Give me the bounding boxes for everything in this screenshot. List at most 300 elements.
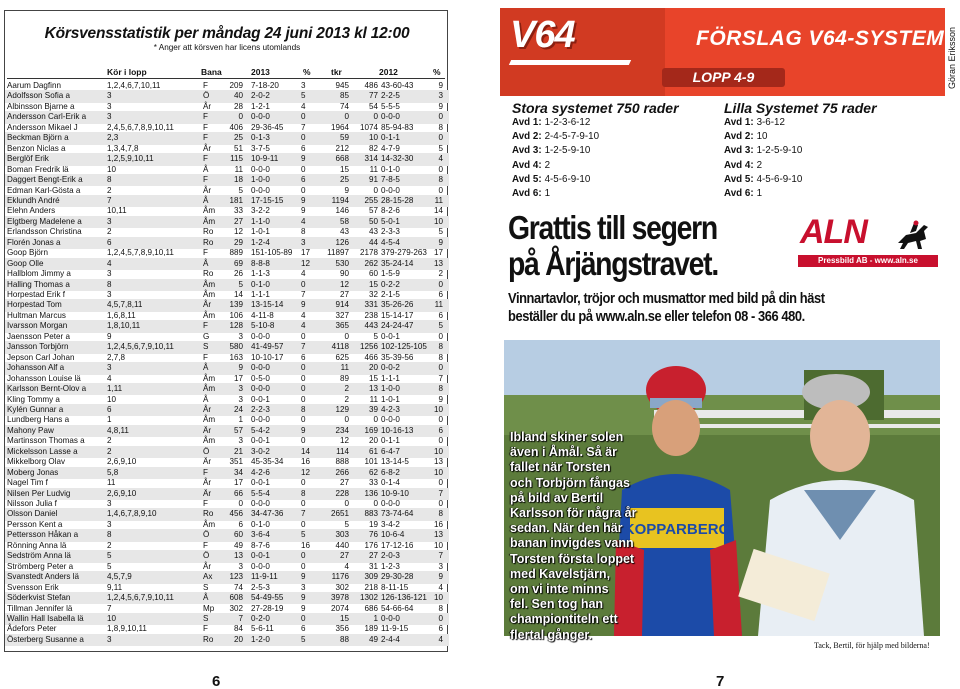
starts-2013: 13 (233, 551, 243, 561)
results-2013: 1-0-0 (251, 175, 270, 185)
home-track: F (203, 467, 208, 477)
home-track: F (203, 122, 208, 132)
starts-2013: 3 (238, 561, 243, 571)
results-2013: 27-28-19 (251, 603, 284, 613)
starts-2012: 54 (368, 101, 378, 111)
earnings-tkr: 15 (339, 164, 349, 174)
stora-avd-line: Avd 4: 2 (512, 159, 551, 171)
win-pct-2012: 13 (433, 457, 443, 467)
results-2013: 0-0-1 (251, 394, 270, 404)
starts-2012: 11 (369, 394, 378, 404)
home-track: Ro (203, 269, 214, 279)
home-track: Är (203, 425, 212, 435)
results-2012: 126-136-121 (381, 593, 427, 603)
jersey-text: KOPPARBERG (623, 521, 731, 538)
earnings-tkr: 228 (335, 488, 349, 498)
home-track: F (203, 154, 208, 164)
lilla-avd-line: Avd 1: 3-6-12 (724, 117, 785, 128)
earnings-tkr: 12 (339, 279, 349, 289)
results-2012: 17-12-16 (381, 540, 414, 550)
driver-name: Strömberg Peter a (7, 561, 74, 571)
races: 2,4,5,6,7,8,9,10,11 (107, 122, 174, 132)
win-pct-2013: 9 (301, 206, 306, 216)
driver-name: Kylén Gunnar a (7, 404, 64, 414)
driver-name: Tillman Jennifer lä (7, 603, 73, 613)
results-2013: 8-8-8 (251, 258, 270, 268)
starts-2013: 209 (229, 81, 243, 90)
results-2012: 14-32-30 (381, 154, 414, 164)
home-track: Åm (203, 415, 216, 425)
win-pct-2012: 3 (438, 91, 443, 101)
win-pct-2012: 7 (438, 488, 443, 498)
caption-line: fel. Sen tog han (510, 597, 604, 612)
starts-2012: 77 (368, 91, 378, 101)
win-pct-2013: 0 (301, 478, 306, 488)
starts-2012: 169 (364, 425, 378, 435)
win-pct-2013: 9 (301, 300, 306, 310)
results-2013: 0-0-1 (251, 551, 270, 561)
starts-2013: 128 (229, 321, 243, 331)
results-2013: 17-15-15 (251, 195, 284, 205)
results-2012: 1-0-0 (381, 384, 400, 394)
starts-2012: 1302 (359, 593, 378, 603)
win-pct-2012: 14 (433, 206, 443, 216)
races: 1,2,4,5,6,7,9,10,11 (107, 593, 174, 603)
races: 2 (107, 540, 112, 550)
starts-2012: 32 (368, 290, 378, 299)
results-2013: 5-10-8 (251, 321, 275, 331)
driver-name: Olsson Daniel (7, 509, 58, 519)
home-track: Åm (203, 373, 216, 383)
lilla-avd-line: Avd 2: 10 (724, 131, 768, 143)
starts-2012: 33 (368, 478, 378, 488)
header-lopp: Kör i lopp (107, 67, 147, 77)
results-2013: 1-1-1 (251, 290, 270, 299)
earnings-tkr: 1194 (331, 195, 349, 205)
starts-2012: 466 (364, 352, 378, 362)
starts-2013: 51 (233, 143, 243, 153)
earnings-tkr: 2 (344, 384, 349, 394)
earnings-tkr: 89 (339, 373, 349, 383)
starts-2012: 19 (368, 519, 378, 529)
driver-name: Karlsson Bernt-Olov a (7, 384, 87, 394)
win-pct-2012: 3 (438, 561, 443, 571)
races: 7 (107, 195, 112, 205)
races: 2 (107, 446, 112, 456)
home-track: Ö (203, 446, 210, 456)
results-2013: 0-0-0 (251, 363, 270, 373)
home-track: Ö (203, 530, 210, 540)
home-track: Mp (203, 603, 215, 613)
results-2012: 5-5-5 (381, 101, 400, 111)
win-pct-2013: 4 (301, 321, 306, 331)
home-track: Å (203, 195, 209, 205)
win-pct-2013: 3 (301, 582, 306, 592)
home-track: År (203, 404, 212, 414)
win-pct-2013: 6 (301, 175, 306, 185)
starts-2013: 33 (233, 206, 243, 216)
win-pct-2012: 10 (433, 593, 443, 603)
starts-2012: 314 (364, 154, 378, 164)
results-2013: 34-47-36 (251, 509, 284, 519)
home-track: År (203, 561, 212, 571)
results-2012: 0-0-0 (381, 415, 400, 425)
results-2013: 2-2-3 (251, 404, 270, 414)
results-2013: 11-9-11 (251, 572, 278, 582)
home-track: F (203, 248, 208, 258)
win-pct-2012: 10 (433, 404, 443, 414)
win-pct-2013: 12 (301, 258, 311, 268)
stats-title: Körsvensstatistik per måndag 24 juni 2013 kl 12:00 (44, 25, 410, 42)
starts-2013: 163 (229, 352, 243, 362)
driver-name: Nilsen Per Ludvig (7, 488, 71, 498)
races: 8 (107, 530, 112, 540)
races: 3 (107, 112, 112, 122)
caption-line: fallet när Torsten (510, 460, 611, 475)
win-pct-2013: 7 (301, 342, 306, 352)
win-pct-2013: 0 (301, 384, 306, 394)
driver-name: Berglöf Erik (7, 154, 49, 164)
results-2012: 0-0-0 (381, 613, 400, 623)
earnings-tkr: 27 (339, 551, 349, 561)
home-track: Ö (203, 91, 210, 101)
earnings-tkr: 9 (344, 185, 349, 195)
win-pct-2012: 0 (438, 363, 443, 373)
left-page (0, 0, 452, 689)
aln-logo-box (798, 213, 938, 268)
win-pct-2012: 11 (434, 300, 443, 310)
home-track: Å (203, 363, 209, 373)
starts-2013: 608 (229, 593, 243, 603)
win-pct-2013: 9 (301, 593, 306, 603)
results-2013: 4-2-6 (251, 467, 270, 477)
starts-2012: 44 (368, 237, 378, 247)
races: 4,5,7,9 (107, 572, 132, 582)
starts-2013: 17 (233, 373, 243, 383)
starts-2012: 0 (373, 499, 378, 508)
earnings-tkr: 4 (344, 561, 349, 571)
driver-name: Andersson Mikael J (7, 122, 78, 132)
earnings-tkr: 85 (339, 91, 349, 101)
races: 1 (107, 415, 112, 425)
starts-2012: 883 (364, 509, 378, 519)
results-2013: 0-0-1 (251, 436, 270, 446)
driver-name: Florén Jonas a (7, 237, 61, 247)
starts-2013: 27 (233, 216, 243, 226)
earnings-tkr: 1964 (330, 122, 349, 132)
earnings-tkr: 4118 (331, 342, 349, 352)
results-2013: 0-2-0 (251, 613, 270, 623)
starts-2013: 21 (233, 446, 243, 456)
win-pct-2012: 8 (438, 509, 443, 519)
starts-2013: 66 (233, 488, 243, 498)
stora-avd-line: Avd 2: 2-4-5-7-9-10 (512, 131, 600, 143)
home-track: F (203, 624, 208, 634)
driver-name: Boman Fredrik lä (7, 164, 69, 174)
results-2012: 10-6-4 (381, 530, 405, 540)
win-pct-2012: 5 (438, 321, 443, 331)
win-pct-2013: 3 (301, 81, 306, 90)
results-2013: 0-0-0 (251, 331, 270, 341)
earnings-tkr: 234 (335, 425, 349, 435)
results-2012: 1-0-1 (381, 394, 400, 404)
results-2012: 0-0-0 (381, 112, 400, 122)
races: 1,8,10,11 (107, 321, 141, 331)
starts-2013: 302 (229, 603, 243, 613)
results-2012: 0-2-2 (381, 279, 400, 289)
earnings-tkr: 625 (335, 352, 349, 362)
starts-2012: 218 (364, 582, 378, 592)
home-track: Ax (203, 572, 213, 582)
results-2012: 13-14-5 (381, 457, 409, 467)
results-2012: 35-39-56 (381, 352, 414, 362)
starts-2012: 0 (373, 112, 378, 122)
earnings-tkr: 5 (344, 519, 349, 529)
home-track: Ro (203, 634, 214, 644)
results-2012: 2-0-3 (381, 551, 400, 561)
earnings-tkr: 440 (335, 540, 349, 550)
starts-2013: 0 (238, 499, 243, 508)
results-2013: 2-5-3 (251, 582, 270, 592)
starts-2013: 5 (238, 279, 243, 289)
win-pct-2012: 6 (438, 425, 443, 435)
driver-name: Svanstedt Anders lä (7, 572, 79, 582)
races: 8 (107, 279, 112, 289)
races: 4,8,11 (107, 425, 129, 435)
results-2013: 7-18-20 (251, 81, 279, 90)
driver-name: Johansson Louise lä (7, 373, 81, 383)
header-divider (7, 78, 445, 79)
results-2013: 29-36-45 (251, 122, 284, 132)
driver-name: Benzon Niclas a (7, 143, 66, 153)
results-2013: 3-0-2 (251, 446, 270, 456)
races: 2,6,9,10 (107, 457, 137, 467)
earnings-tkr: 15 (339, 613, 349, 623)
win-pct-2013: 4 (301, 101, 306, 111)
starts-2013: 29 (233, 237, 243, 247)
lilla-avd-line: Avd 6: 1 (724, 188, 763, 199)
earnings-tkr: 945 (335, 81, 349, 90)
starts-2012: 0 (373, 185, 378, 195)
earnings-tkr: 303 (335, 530, 349, 540)
win-pct-2013: 0 (301, 561, 306, 571)
starts-2013: 9 (238, 363, 243, 373)
home-track: Åm (203, 384, 216, 394)
races: 1,4,6,7,8,9,10 (107, 509, 157, 519)
win-pct-2013: 0 (301, 499, 306, 508)
driver-name: Jansson Torbjörn (7, 342, 69, 352)
earnings-tkr: 11 (340, 363, 349, 373)
results-2013: 3-2-2 (251, 206, 270, 216)
home-track: År (203, 101, 212, 111)
races: 11 (107, 478, 116, 488)
earnings-tkr: 1176 (331, 572, 349, 582)
win-pct-2012: 0 (438, 185, 443, 195)
results-2012: 6-4-7 (381, 446, 400, 456)
home-track: År (203, 300, 212, 310)
win-pct-2012: 4 (438, 582, 443, 592)
win-pct-2012: 10 (433, 540, 443, 550)
results-2012: 379-279-263 (381, 248, 427, 258)
driver-name: Beckman Björn a (7, 133, 69, 143)
starts-2012: 57 (368, 206, 378, 216)
earnings-tkr: 2074 (330, 603, 349, 613)
driver-name: Moberg Jonas (7, 467, 59, 477)
starts-2012: 136 (364, 488, 378, 498)
win-pct-2013: 4 (301, 310, 306, 320)
home-track: F (203, 175, 208, 185)
driver-name: Martinsson Thomas a (7, 436, 85, 446)
win-pct-2013: 8 (301, 404, 306, 414)
starts-2012: 13 (368, 384, 378, 394)
results-2012: 7-8-5 (381, 175, 400, 185)
home-track: Åm (203, 290, 216, 299)
driver-name: Erlandsson Christina (7, 227, 82, 237)
starts-2012: 262 (364, 258, 378, 268)
caption-line: Torsten första loppet (510, 551, 635, 566)
starts-2013: 40 (233, 91, 243, 101)
win-pct-2012: 8 (438, 342, 443, 352)
results-2013: 0-0-1 (251, 478, 270, 488)
starts-2013: 406 (229, 122, 243, 132)
starts-2013: 580 (229, 342, 243, 352)
driver-name: Goop Olle (7, 258, 44, 268)
win-pct-2013: 9 (301, 572, 306, 582)
races: 4 (107, 258, 112, 268)
starts-2012: 20 (368, 363, 378, 373)
results-2013: 8-7-6 (251, 540, 270, 550)
results-2013: 5-5-4 (251, 488, 270, 498)
driver-name: Adolfsson Sofia a (7, 91, 70, 101)
win-pct-2013: 0 (301, 112, 306, 122)
starts-2013: 181 (229, 195, 243, 205)
win-pct-2013: 9 (301, 195, 306, 205)
starts-2013: 6 (238, 519, 243, 529)
starts-2013: 1 (238, 415, 243, 425)
caption-line: championtiteln ett (510, 612, 618, 627)
home-track: Åm (203, 436, 216, 446)
results-2012: 0-1-1 (381, 436, 400, 446)
win-pct-2013: 5 (301, 91, 306, 101)
win-pct-2012: 6 (438, 290, 443, 299)
caption-line: även i Åmål. Så är (510, 445, 618, 460)
results-2012: 11-9-15 (381, 624, 409, 634)
page-number-left: 6 (212, 673, 221, 689)
starts-2012: 176 (364, 540, 378, 550)
earnings-tkr: 266 (335, 467, 349, 477)
win-pct-2012: 7 (438, 373, 443, 383)
earnings-tkr: 302 (335, 582, 349, 592)
results-2013: 0-0-0 (251, 164, 270, 174)
trotting-horse-icon (894, 217, 934, 253)
win-pct-2012: 4 (438, 154, 443, 164)
win-pct-2013: 0 (301, 363, 306, 373)
win-pct-2013: 6 (301, 352, 306, 362)
driver-name: Sedström Anna lä (7, 551, 71, 561)
starts-2012: 76 (368, 530, 378, 540)
starts-2013: 456 (229, 509, 243, 519)
races: 1,6,8,11 (107, 310, 136, 320)
driver-name: Nagel Tim f (7, 478, 48, 488)
results-2013: 1-0-1 (251, 227, 270, 237)
results-2012: 4-7-9 (381, 143, 400, 153)
results-2013: 5-6-11 (251, 624, 274, 634)
starts-2012: 31 (368, 561, 378, 571)
starts-2013: 5 (238, 185, 243, 195)
starts-2012: 91 (368, 175, 378, 185)
earnings-tkr: 0 (344, 112, 349, 122)
results-2013: 3-7-5 (251, 143, 270, 153)
home-track: F (203, 133, 208, 143)
starts-2012: 2178 (359, 248, 378, 258)
win-pct-2013: 6 (301, 624, 306, 634)
table-row (5, 634, 449, 646)
starts-2013: 25 (233, 133, 243, 143)
races: 1,2,5,9,10,11 (107, 154, 154, 164)
driver-name: Elehn Anders (7, 206, 56, 216)
races: 3 (107, 101, 112, 111)
starts-2012: 238 (364, 310, 378, 320)
driver-name: Mahony Paw (7, 425, 54, 435)
driver-name: Edman Karl-Gösta a (7, 185, 81, 195)
results-2013: 10-10-17 (251, 352, 284, 362)
lilla-avd-line: Avd 4: 2 (724, 159, 763, 171)
earnings-tkr: 27 (339, 478, 349, 488)
win-pct-2013: 16 (301, 457, 311, 467)
races: 10,11 (107, 206, 127, 216)
results-2012: 0-0-0 (381, 185, 400, 195)
results-2012: 3-4-2 (381, 519, 400, 529)
stora-avd-line: Avd 6: 1 (512, 188, 551, 199)
earnings-tkr: 12 (339, 436, 349, 446)
results-2012: 15-14-17 (381, 310, 414, 320)
starts-2013: 3 (238, 384, 243, 394)
home-track: Ro (203, 237, 214, 247)
header-pct-2013: % (303, 67, 311, 77)
starts-2013: 60 (233, 530, 243, 540)
races: 9 (107, 331, 112, 341)
starts-2012: 1256 (359, 342, 378, 352)
driver-name: Wallin Hall Isabella lä (7, 613, 84, 623)
caption-line: om vi inte minns (510, 582, 609, 597)
results-2013: 0-0-0 (251, 384, 270, 394)
starts-2013: 7 (238, 613, 243, 623)
header-tkr: tkr (331, 67, 342, 77)
win-pct-2012: 0 (438, 415, 443, 425)
home-track: År (203, 185, 212, 195)
results-2012: 0-0-1 (381, 331, 400, 341)
races: 5 (107, 561, 112, 571)
header-pct-2012: % (433, 67, 441, 77)
aln-logo: ALN (800, 213, 867, 251)
win-pct-2012: 5 (438, 227, 443, 237)
lopp-badge (662, 68, 785, 87)
driver-name: Persson Kent a (7, 519, 63, 529)
races: 3 (107, 363, 112, 373)
results-2013: 0-0-0 (251, 561, 270, 571)
earnings-tkr: 58 (339, 216, 349, 226)
starts-2013: 34 (233, 467, 243, 477)
starts-2012: 62 (368, 467, 378, 477)
races: 3 (107, 216, 112, 226)
starts-2013: 18 (233, 175, 243, 185)
results-2012: 0-1-1 (381, 133, 400, 143)
starts-2012: 1 (373, 613, 378, 623)
races: 5 (107, 551, 112, 561)
results-2013: 1-1-0 (251, 216, 270, 226)
home-track: Å (203, 258, 209, 268)
results-2012: 28-15-28 (381, 195, 414, 205)
